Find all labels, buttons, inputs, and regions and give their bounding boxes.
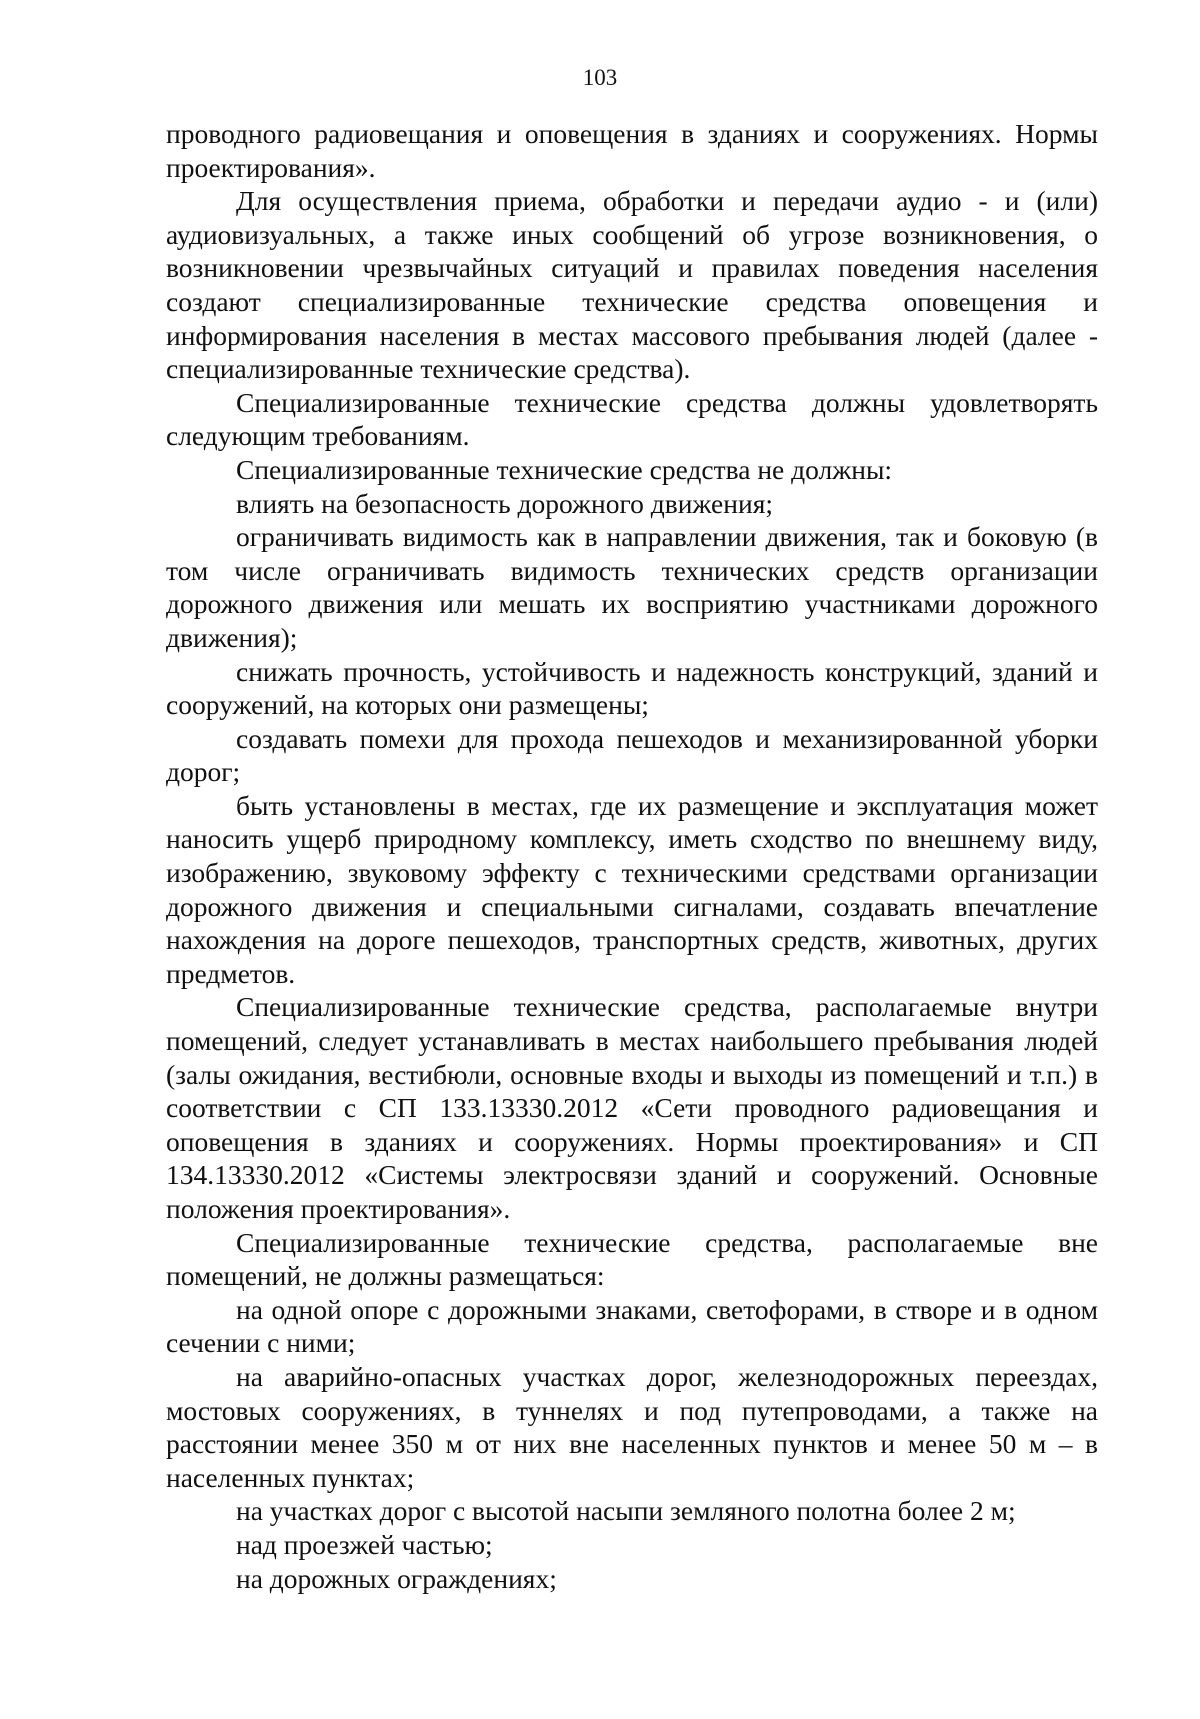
list-item-visibility: ограничивать видимость как в направлении движения, так и боковую (в том числе ограничивать видимость технических средств организации дорожного движения или мешать их восприятию участниками дорожного движения); — [166, 521, 1098, 653]
paragraph-requirements-intro: Специализированные технические средства должны удовлетворять следующим требованиям. — [166, 386, 1098, 452]
list-item-same-support: на одной опоре с дорожными знаками, светофорами, в створе и в одном сечении с ними; — [166, 1293, 1098, 1359]
list-item-pedestrian-obstruction: создавать помехи для прохода пешеходов и механизированной уборки дорог; — [166, 722, 1098, 788]
body-text — [166, 117, 1098, 1595]
paragraph-outdoor-placement: Специализированные технические средства, располагаемые вне помещений, не должны размещаться: — [166, 1226, 1098, 1292]
list-item-above-roadway: над проезжей частью; — [236, 1528, 493, 1560]
page-number: 103 — [582, 65, 618, 90]
list-item-environment-damage: быть установлены в местах, где их размещение и эксплуатация может наносить ущерб природному комплексу, иметь сходство по внешнему виду, изображению, звуковому эффекту с техническими средствами организации дорожного движения и специальными сигналами, создавать впечатление нахождения на дороге пешеходов, транспортных средств, животных, других предметов. — [166, 789, 1098, 989]
list-item-dangerous-sections: на аварийно-опасных участках дорог, железнодорожных переездах, мостовых сооружениях, в туннелях и под путепроводами, а также на расстоянии менее 350 м от них вне населенных пунктов и менее 50 м – в населенных пунктах; — [166, 1360, 1098, 1493]
paragraph-indoor-placement: Специализированные технические средства, располагаемые внутри помещений, следует устанавливать в местах наибольшего пребывания людей (залы ожидания, вестибюли, основные входы и выходы из помещений и т.п.) в соответствии с СП 133.13330.2012 «Сети проводного радиовещания и оповещения в зданиях и сооружениях. Нормы проектирования» и СП 134.13330.2012 «Системы электросвязи зданий и сооружений. Основные положения проектирования». — [166, 991, 1098, 1224]
list-item-road-barriers: на дорожных ограждениях; — [236, 1562, 557, 1594]
list-item-embankment: на участках дорог с высотой насыпи земляного полотна более 2 м; — [236, 1495, 1016, 1527]
list-item-structural-strength: снижать прочность, устойчивость и надежность конструкций, зданий и сооружений, на которых они размещены; — [166, 655, 1098, 721]
paragraph-warning-means: Для осуществления приема, обработки и передачи аудио - и (или) аудиовизуальных, а также иных сообщений об угрозе возникновения, о возникновении чрезвычайных ситуаций и правилах поведения населения создают специализированные технические средства оповещения и информирования населения в местах массового пребывания людей (далее - специализированные технические средства). — [166, 185, 1098, 385]
list-item-traffic-safety: влиять на безопасность дорожного движения; — [236, 487, 773, 519]
paragraph-continuation: проводного радиовещания и оповещения в зданиях и сооружениях. Нормы проектирования». — [166, 118, 1098, 183]
paragraph-must-not: Специализированные технические средства не должны: — [236, 453, 893, 485]
